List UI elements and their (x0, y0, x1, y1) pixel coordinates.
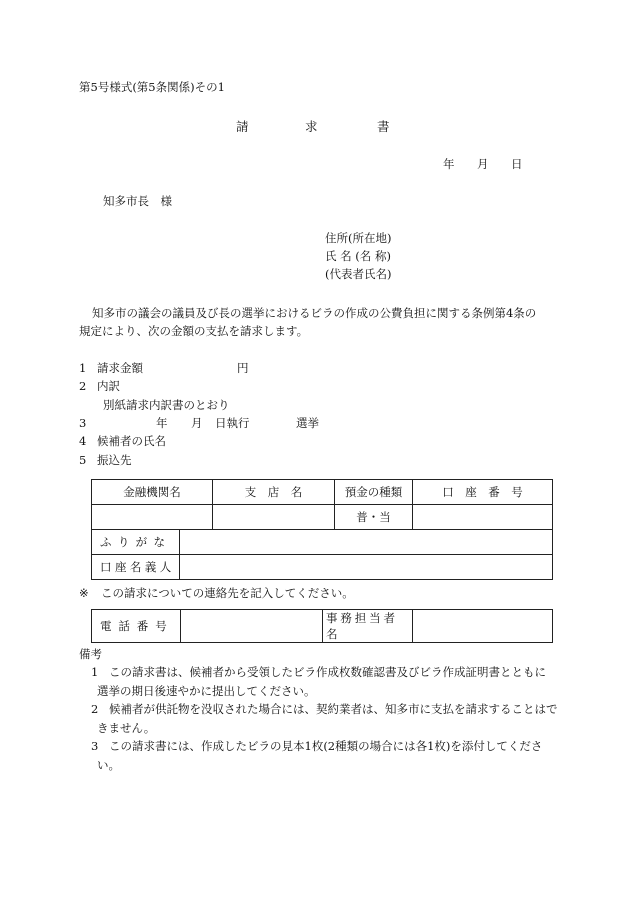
contact-note-text: この請求についての連絡先を記入してください。 (101, 586, 354, 600)
account-number-header: 口 座 番 号 (413, 480, 553, 505)
date-year: 年 (443, 157, 455, 171)
remark-3-line-2: い。 (97, 758, 120, 772)
staff-name-cell[interactable] (413, 610, 553, 643)
note-mark: ※ (79, 586, 89, 600)
applicant-address-label: 住所(所在地) (325, 231, 392, 245)
date-month: 月 (477, 157, 489, 171)
account-holder-row (92, 555, 553, 580)
bank-table-header-row (92, 480, 553, 505)
account-number-cell[interactable] (413, 505, 553, 530)
item-3-election: 選挙 (296, 416, 319, 430)
addressee: 知多市長 様 (103, 194, 172, 208)
form-label: 第5号様式(第5条関係)その1 (79, 80, 225, 94)
account-holder-cell[interactable] (180, 555, 553, 580)
remark-2-number: 2 (91, 702, 99, 716)
bank-table-input-row (92, 505, 553, 530)
remark-3-number: 3 (91, 739, 99, 753)
item-1-number: 1 (79, 361, 87, 375)
applicant-representative-label: (代表者氏名) (325, 267, 392, 281)
furigana-label: ふりがな (92, 530, 180, 555)
item-4-label: 候補者の氏名 (97, 434, 166, 448)
bank-table (91, 479, 553, 580)
item-2-label: 内訳 (97, 379, 120, 393)
remark-2-line-1: 候補者が供託物を没収された場合には、契約業者は、知多市に支払を請求することはで (109, 702, 558, 716)
remark-1-line-1: この請求書は、候補者から受領したビラ作成枚数確認書及びビラ作成証明書とともに (109, 665, 546, 679)
item-3-number: 3 (79, 416, 87, 430)
item-1-label: 請求金額 (97, 361, 143, 375)
title-char-1: 請 (236, 119, 249, 134)
item-4-number: 4 (79, 434, 87, 448)
contact-table (91, 609, 553, 643)
furigana-cell[interactable] (180, 530, 553, 555)
item-3-year: 年 (156, 416, 168, 430)
remarks-heading: 備考 (79, 647, 102, 661)
title-char-2: 求 (305, 119, 318, 134)
applicant-name-label: 氏 名 (名 称) (325, 249, 391, 263)
phone-cell[interactable] (181, 610, 323, 643)
item-3-month: 月 (191, 416, 203, 430)
branch-name-header: 支 店 名 (213, 480, 335, 505)
remark-1-number: 1 (91, 665, 99, 679)
intro-line-2: 規定により、次の金額の支払を請求します。 (79, 324, 309, 338)
contact-row (92, 610, 553, 643)
account-holder-label: 口座名義人 (92, 555, 180, 580)
bank-name-header: 金融機関名 (92, 480, 213, 505)
remark-1-line-2: 選挙の期日後速やかに提出してください。 (97, 684, 316, 698)
staff-name-label: 事務担当者名 (323, 610, 413, 643)
date-day: 日 (511, 157, 523, 171)
item-1-unit: 円 (237, 361, 249, 375)
item-5-label: 振込先 (97, 453, 132, 467)
item-2-detail: 別紙請求内訳書のとおり (103, 398, 230, 412)
title-char-3: 書 (377, 119, 390, 134)
deposit-type-header: 預金の種類 (335, 480, 413, 505)
remark-3-line-1: この請求書には、作成したビラの見本1枚(2種類の場合には各1枚)を添付してくださ (109, 739, 543, 753)
item-3-day: 日執行 (215, 416, 250, 430)
intro-line-1: 知多市の議会の議員及び長の選挙におけるビラの作成の公費負担に関する条例第4条の (92, 306, 537, 320)
remark-2-line-2: きません。 (97, 721, 156, 735)
deposit-type-cell[interactable]: 普・当 (335, 505, 413, 530)
bank-name-cell[interactable] (92, 505, 213, 530)
furigana-row (92, 530, 553, 555)
item-2-number: 2 (79, 379, 87, 393)
phone-label: 電話番号 (92, 610, 181, 643)
item-5-number: 5 (79, 453, 87, 467)
branch-name-cell[interactable] (213, 505, 335, 530)
